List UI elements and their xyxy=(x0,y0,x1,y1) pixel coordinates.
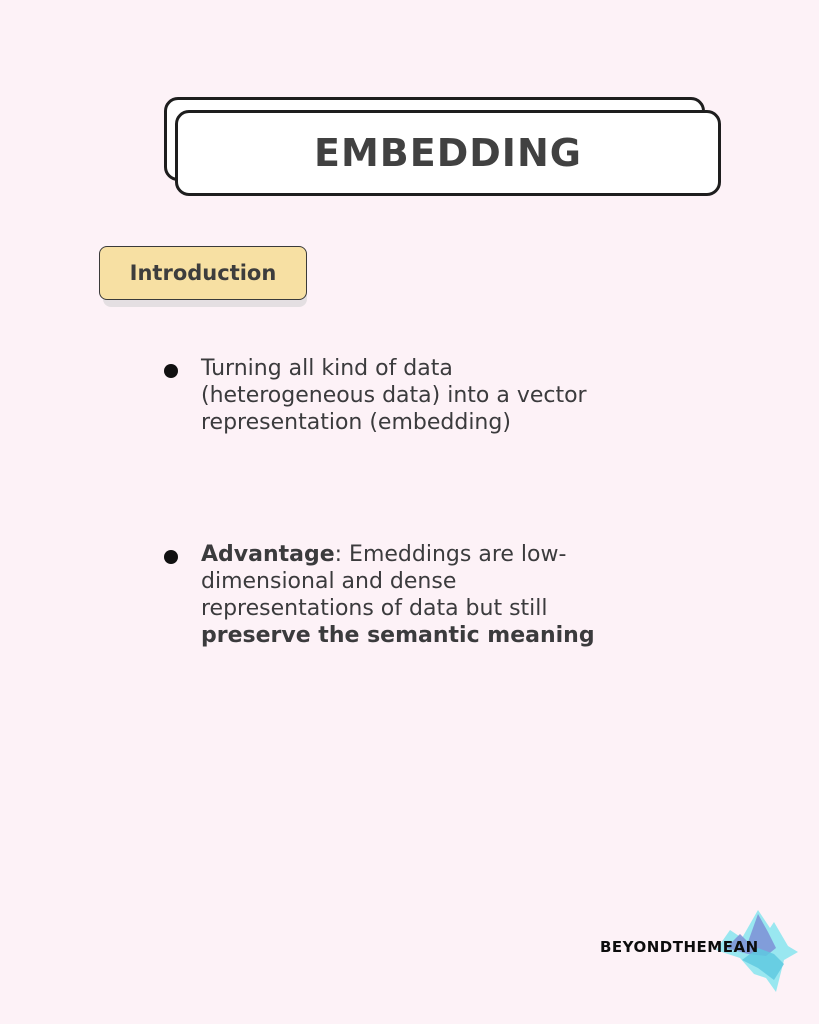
bullet-text xyxy=(201,541,624,649)
bullet-tail-bold: preserve the semantic meaning xyxy=(201,623,595,648)
brand-wordmark: BEYONDTHEMEAN xyxy=(600,938,759,956)
bullet-lead-bold: Advantage xyxy=(201,542,335,567)
page-title: EMBEDDING xyxy=(314,131,582,175)
bullet-mid-text: : Emeddings are low-dimensional and dense representations of data but still xyxy=(201,542,567,621)
brand-logo xyxy=(598,908,798,994)
bullet-text: Turning all kind of data (heterogeneous data) into a vector representation (embedding) xyxy=(201,356,587,435)
section-tag-label: Introduction xyxy=(129,261,277,285)
list-item xyxy=(164,541,624,649)
bullet-dot-icon xyxy=(164,364,178,378)
bullet-dot-icon xyxy=(164,550,178,564)
title-card xyxy=(175,110,721,196)
list-item xyxy=(164,355,624,436)
section-tag xyxy=(99,246,307,300)
